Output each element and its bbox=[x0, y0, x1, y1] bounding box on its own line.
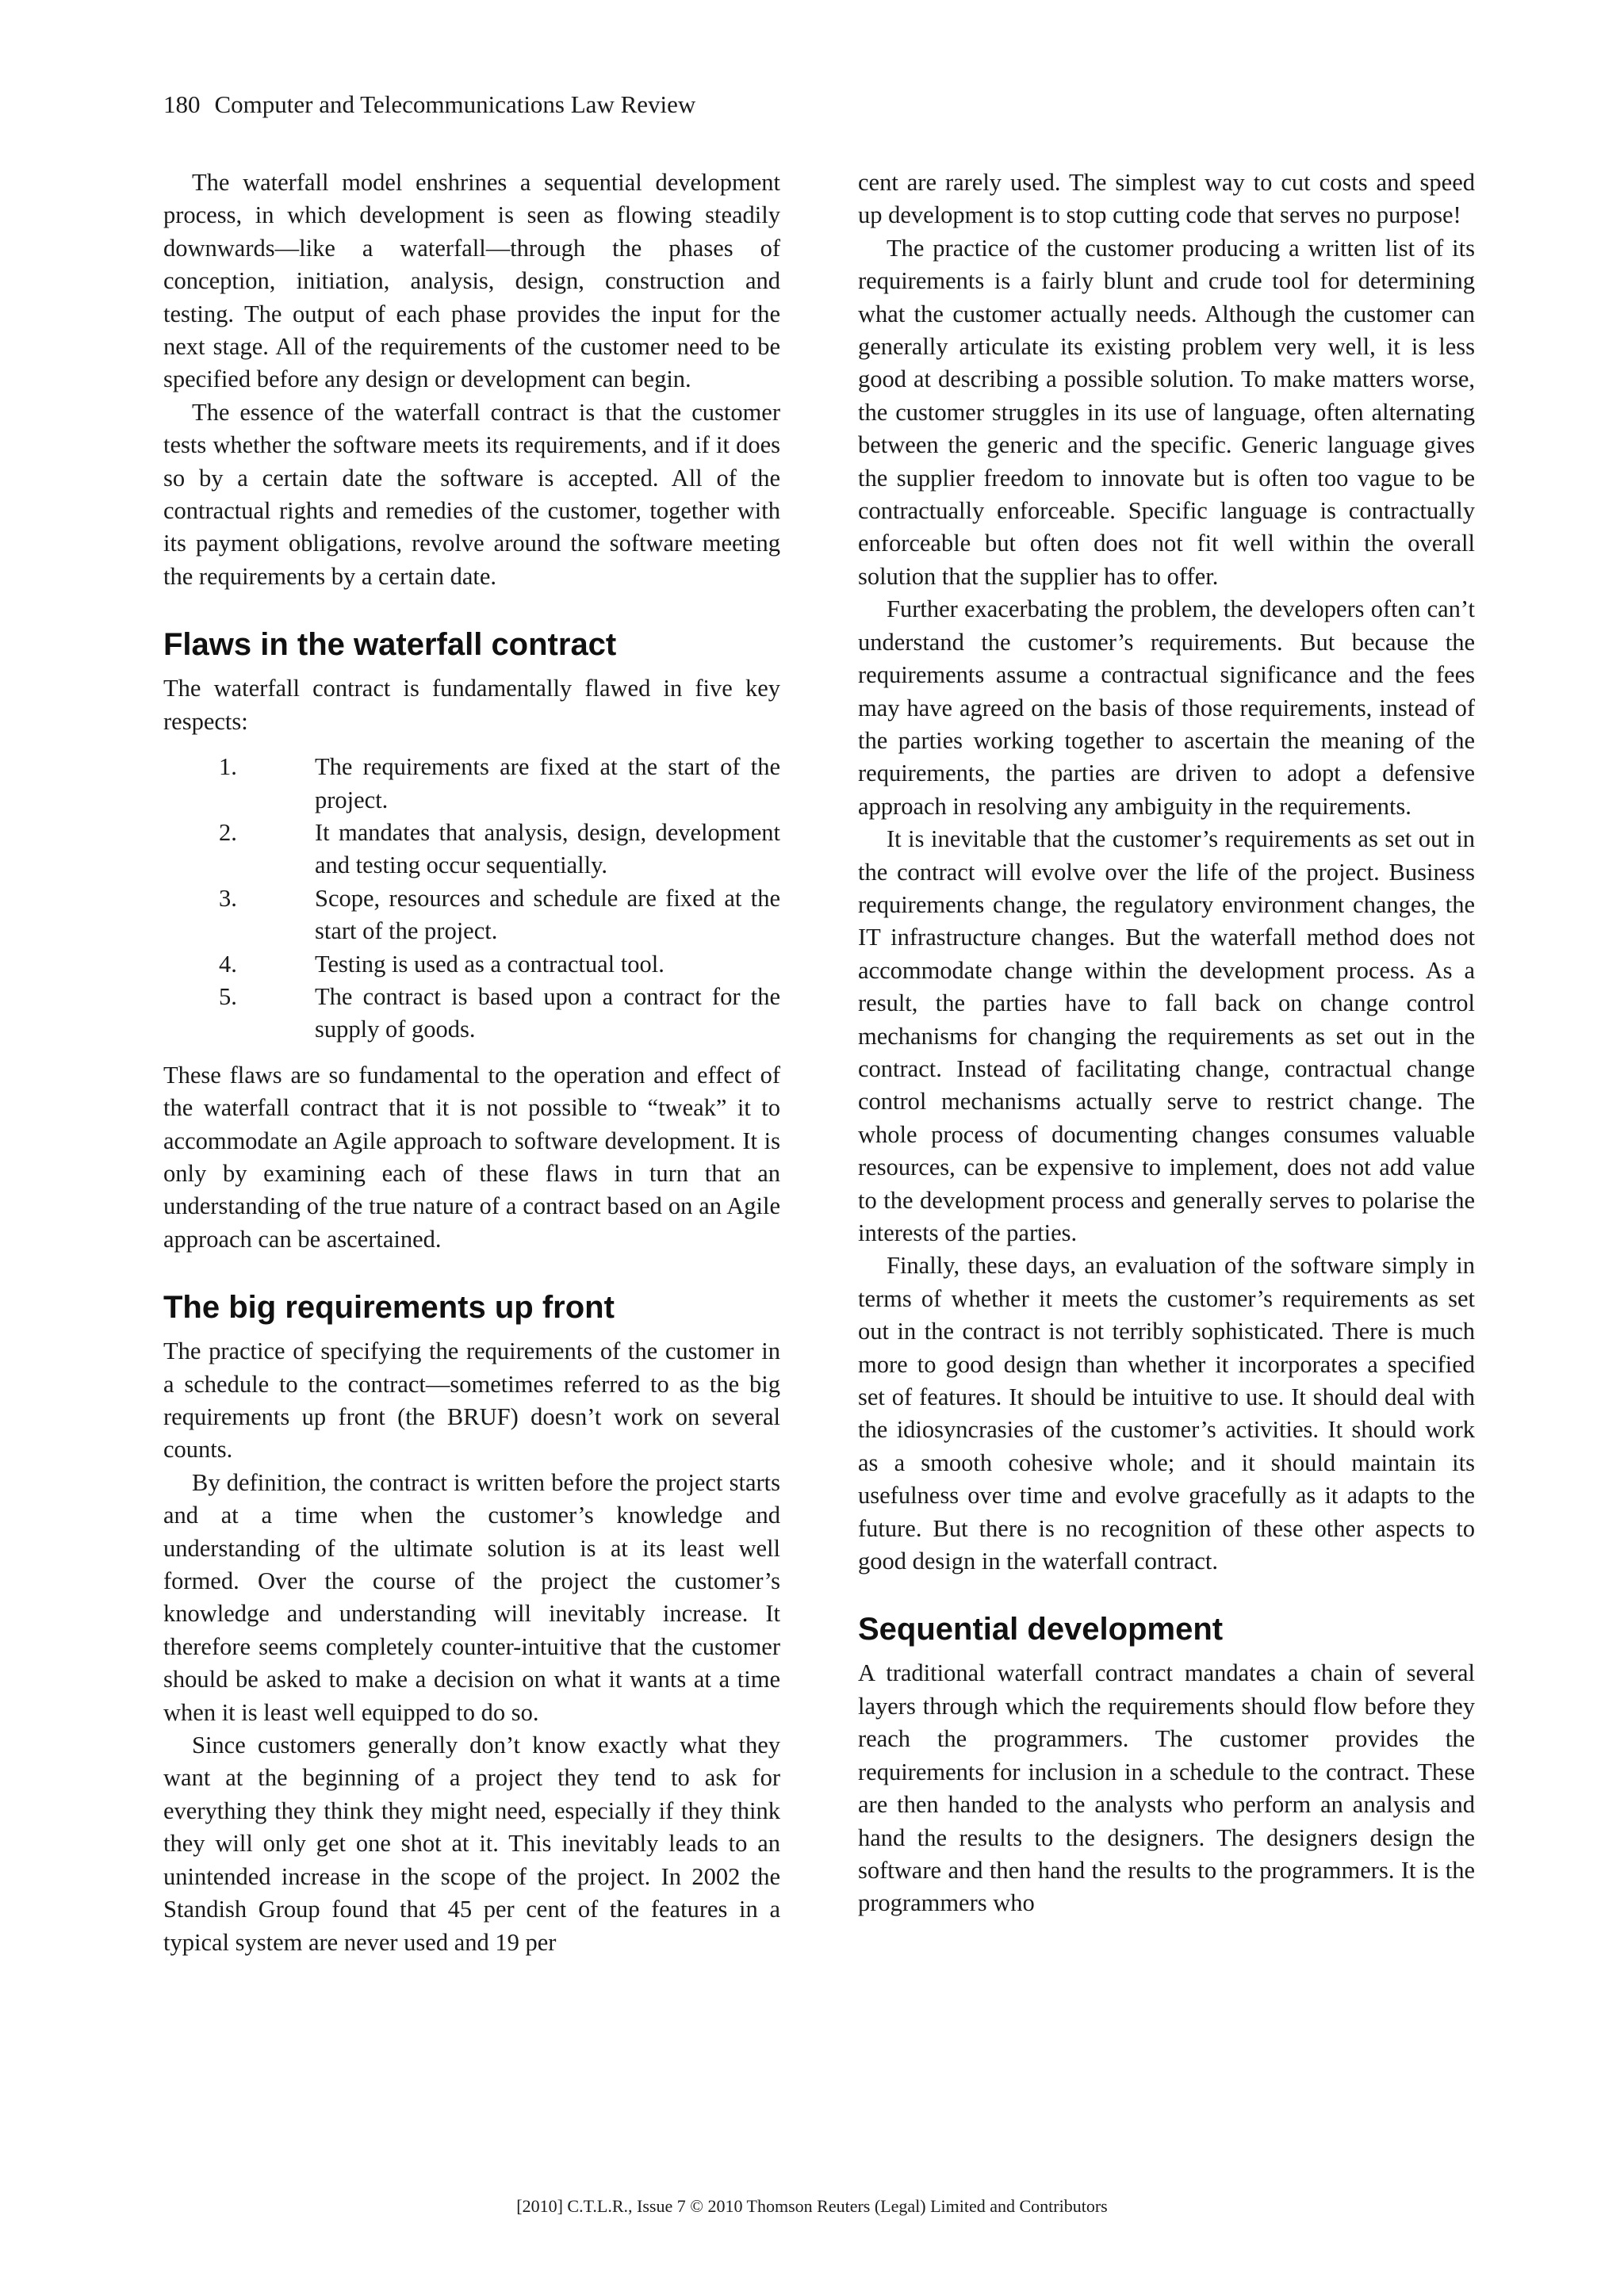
paragraph: A traditional waterfall contract mandates a chain of several layers through which the requirements should flow before they reach the programmers. The customer provides the requirements for inclusion in a schedule to the contract. These are then handed to the analysts who perform an analysis and hand the results to the designers. The designers design the software and then hand the results to the programmers. It is the programmers who bbox=[858, 1659, 1475, 1917]
flaws-list bbox=[163, 751, 780, 1047]
section-heading-bruf: The big requirements up front bbox=[163, 1290, 615, 1326]
list-number: 5. bbox=[219, 982, 237, 1010]
list-number: 3. bbox=[219, 884, 237, 912]
left-column bbox=[163, 166, 780, 1959]
list-item bbox=[163, 751, 780, 817]
paragraph: Since customers generally don’t know exactly what they want at the beginning of a project they tend to ask for everything they think they might need, especially if they think they will only get one shot at it. This inevitably leads to an unintended increase in the scope of the project. In 2002 the Standish Group found that 45 per cent of the features in a typical system are never used and 19 per bbox=[163, 1732, 780, 1956]
list-item bbox=[163, 882, 780, 948]
paragraph: Finally, these days, an evaluation of the software simply in terms of whether it meets the customer’s requirements as set out in the contract is not terribly sophisticated. There is much more to good design than whether it incorporates a specified set of features. It should be intuitive to use. It should deal with the idiosyncrasies of the customer’s activities. It should work as a smooth cohesive whole; and it should maintain its usefulness over time and evolve gracefully as it adapts to the future. But there is no recognition of these other aspects to good design in the waterfall contract. bbox=[858, 1252, 1475, 1575]
list-text: Scope, resources and schedule are fixed at the start of the project. bbox=[315, 884, 780, 945]
list-text: The requirements are fixed at the start of the project. bbox=[315, 753, 780, 813]
journal-title: Computer and Telecommunications Law Review bbox=[214, 90, 696, 118]
list-text: Testing is used as a contractual tool. bbox=[315, 950, 665, 978]
section-heading-sequential: Sequential development bbox=[858, 1612, 1224, 1647]
paragraph: The practice of the customer producing a written list of its requirements is a fairly blunt and crude tool for determining what the customer actually needs. Although the customer can generally articulate its existing problem very well, it is less good at describing a possible solution. To make matters worse, the customer struggles in its use of language, often alternating between the generic and the specific. Generic language gives the supplier freedom to innovate but is often too vague to be contractually enforceable. Specific language is contractually enforceable but often does not fit well within the overall solution that the supplier has to offer. bbox=[858, 234, 1475, 590]
list-number: 2. bbox=[219, 818, 237, 846]
paragraph: The waterfall model enshrines a sequential development process, in which development is seen as flowing steadily downwards—like a waterfall—through the phases of conception, initiation, analysis, design, construction and testing. The output of each phase provides the input for the next stage. All of the requirements of the customer need to be specified before any design or development can begin. bbox=[163, 169, 780, 393]
paragraph: cent are rarely used. The simplest way to cut costs and speed up development is to stop cutting code that serves no purpose! bbox=[858, 169, 1475, 229]
list-item bbox=[163, 981, 780, 1047]
paragraph: The essence of the waterfall contract is that the customer tests whether the software meets its requirements, and if it does so by a certain date the software is accepted. All of the contractual rights and remedies of the customer, together with its payment obligations, revolve around the software meeting the requirements by a certain date. bbox=[163, 398, 780, 590]
running-header bbox=[163, 89, 695, 121]
list-item bbox=[163, 817, 780, 882]
list-number: 4. bbox=[219, 950, 237, 978]
paragraph: These flaws are so fundamental to the operation and effect of the waterfall contract that it is not possible to “tweak” it to accommodate an Agile approach to software development. It is only by examining each of these flaws in turn that an understanding of the true nature of a contract based on an Agile approach can be ascertained. bbox=[163, 1061, 780, 1253]
list-text: The contract is based upon a contract for the supply of goods. bbox=[315, 982, 780, 1043]
paragraph: The waterfall contract is fundamentally flawed in five key respects: bbox=[163, 675, 780, 735]
paragraph: The practice of specifying the requirements of the customer in a schedule to the contract—sometimes referred to as the big requirements up front (the BRUF) doesn’t work on several counts. bbox=[163, 1337, 780, 1464]
paragraph: By definition, the contract is written before the project starts and at a time when the customer’s knowledge and understanding of the ultimate solution is at its least well formed. Over the course of the project the customer’s knowledge and understanding will inevitably increase. It therefore seems completely counter-intuitive that the customer should be asked to make a decision on what it wants at a time when it is least well equipped to do so. bbox=[163, 1468, 780, 1726]
list-text: It mandates that analysis, design, development and testing occur sequentially. bbox=[315, 818, 780, 879]
list-item bbox=[163, 948, 780, 981]
paragraph: It is inevitable that the customer’s requirements as set out in the contract will evolve over the life of the project. Business requirements change, the regulatory environment changes, the IT infrastructure changes. But the waterfall method does not accommodate change within the development process. As a result, the parties have to fall back on change control mechanisms for changing the requirements as set out in the contract. Instead of facilitating change, contractual change control mechanisms actually serve to restrict change. The whole process of documenting changes consumes valuable resources, can be expensive to implement, does not add value to the development process and generally serves to polarise the interests of the parties. bbox=[858, 825, 1475, 1246]
right-column bbox=[858, 166, 1475, 1920]
section-heading-flaws: Flaws in the waterfall contract bbox=[163, 627, 617, 663]
page-number: 180 bbox=[163, 90, 201, 118]
list-number: 1. bbox=[219, 753, 237, 781]
paragraph: Further exacerbating the problem, the developers often can’t understand the customer’s requirements. But because the requirements assume a contractual significance and the fees may have agreed on the basis of those requirements, instead of the parties working together to ascertain the meaning of the requirements, the parties are driven to adopt a defensive approach in resolving any ambiguity in the requirements. bbox=[858, 595, 1475, 820]
copyright-footer: [2010] C.T.L.R., Issue 7 © 2010 Thomson Reuters (Legal) Limited and Contributors bbox=[516, 2196, 1108, 2216]
